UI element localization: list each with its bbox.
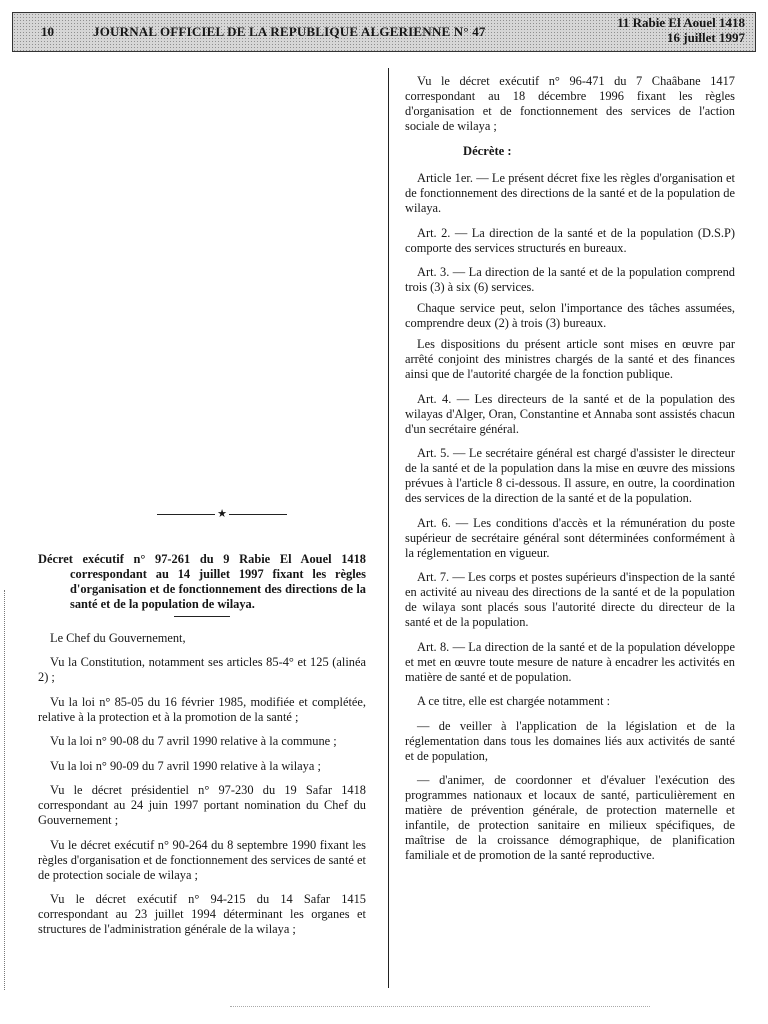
paragraph: Chaque service peut, selon l'importance des tâches assumées, comprendre deux (2) à trois (3) bureaux.: [405, 301, 735, 330]
star-icon: ★: [217, 507, 227, 520]
separator-line: [229, 514, 287, 515]
title-rule: [174, 616, 230, 617]
margin-dots: [4, 590, 5, 990]
article-3: Art. 3. — La direction de la santé et de la population comprend trois (3) à six (6) services.: [405, 265, 735, 294]
left-column: [38, 506, 366, 947]
paragraph: Vu la loi n° 90-09 du 7 avril 1990 relative à la wilaya ;: [50, 758, 321, 773]
journal-header: [12, 12, 756, 52]
list-item: — de veiller à l'application de la législation et de la réglementation dans tous les domaines liés aux activités de santé et de population,: [405, 718, 735, 763]
article-5: Art. 5. — Le secrétaire général est chargé d'assister le directeur de la santé et de la population dans la mise en œuvre des missions prévues à l'article 8 ci-dessous. Il assure, en outre, la coordination des services de la direction de la santé et de la population.: [405, 446, 735, 505]
date-hijri: 11 Rabie El Aouel 1418: [617, 15, 745, 30]
scan-noise: [230, 1006, 650, 1007]
decree-title: Décret exécutif n° 97-261 du 9 Rabie El Aouel 1418 correspondant au 14 juillet 1997 fixant les règles d'organisation et de fonctionnement des directions de la santé et de la population de wilaya.: [38, 551, 366, 611]
list-item: — d'animer, de coordonner et d'évaluer l'exécution des programmes nationaux et locaux de santé, particulièrement en matière de prévention générale, de protection maternelle et infantile, de protection sanitaire en milieux spécifiques, de maîtrise de la croissance démographique, de planification familiale et de promotion de la santé reproductive.: [405, 773, 735, 862]
article-1: Article 1er. — Le présent décret fixe les règles d'organisation et de fonctionnement des directions de la santé et de la population de wilaya.: [405, 171, 735, 215]
article-2: Art. 2. — La direction de la santé et de la population (D.S.P) comporte des services structurés en bureaux.: [405, 225, 735, 255]
paragraph: Vu le décret présidentiel n° 97-230 du 19 Safar 1418 correspondant au 24 juin 1997 portant nomination du Chef du Gouvernement ;: [38, 783, 366, 828]
article-4: Art. 4. — Les directeurs de la santé et de la population des wilayas d'Alger, Oran, Constantine et Annaba sont assistés chacun d'un secrétaire général.: [405, 391, 735, 436]
article-7: Art. 7. — Les corps et postes supérieurs d'inspection de la santé en activité au niveau des directions de la santé et de la population de wilaya sont placés sous l'autorité directe du directeur de la santé et de la population.: [405, 570, 735, 629]
column-divider: [388, 68, 389, 988]
paragraph: Vu la loi n° 90-08 du 7 avril 1990 relative à la commune ;: [50, 734, 337, 749]
article-6: Art. 6. — Les conditions d'accès et la rémunération du poste supérieur de secrétaire général sont déterminées conformément à la réglementation en vigueur.: [405, 515, 735, 560]
paragraph: Le Chef du Gouvernement,: [50, 630, 186, 645]
paragraph: Les dispositions du présent article sont mises en œuvre par arrêté conjoint des ministres chargés de la santé et des finances ainsi que de l'autorité chargée de la fonction publique.: [405, 337, 735, 381]
paragraph: Vu le décret exécutif n° 90-264 du 8 septembre 1990 fixant les règles d'organisation et de fonctionnement des services de santé et de protection sociale de wilaya ;: [38, 837, 366, 882]
paragraph: A ce titre, elle est chargée notamment :: [417, 694, 611, 708]
article-8: Art. 8. — La direction de la santé et de la population développe et met en œuvre toute mesure de nature à encadrer les activités en matière de santé et de population.: [405, 639, 735, 684]
paragraph: Vu le décret exécutif n° 94-215 du 14 Safar 1415 correspondant au 23 juillet 1994 déterminant les organes et structures de l'administration générale de la wilaya ;: [38, 892, 366, 937]
header-date: [617, 15, 745, 45]
paragraph: Vu la Constitution, notamment ses articles 85-4° et 125 (alinéa 2) ;: [38, 655, 366, 685]
star-separator: [38, 506, 366, 522]
separator-line: [157, 514, 215, 515]
paragraph: Vu la loi n° 85-05 du 16 février 1985, modifiée et complétée, relative à la protection et à la promotion de la santé ;: [38, 694, 366, 724]
decrete-heading: Décrète :: [463, 144, 512, 158]
paragraph: Vu le décret exécutif n° 96-471 du 7 Chaâbane 1417 correspondant au 18 décembre 1996 fixant les règles d'organisation et de fonctionnement des services de l'action sociale de wilaya ;: [405, 74, 735, 133]
page-number: 10: [41, 24, 54, 39]
journal-title: JOURNAL OFFICIEL DE LA REPUBLIQUE ALGERIENNE N° 47: [93, 24, 486, 39]
right-column: [405, 74, 735, 873]
date-gregorian: 16 juillet 1997: [667, 30, 745, 45]
